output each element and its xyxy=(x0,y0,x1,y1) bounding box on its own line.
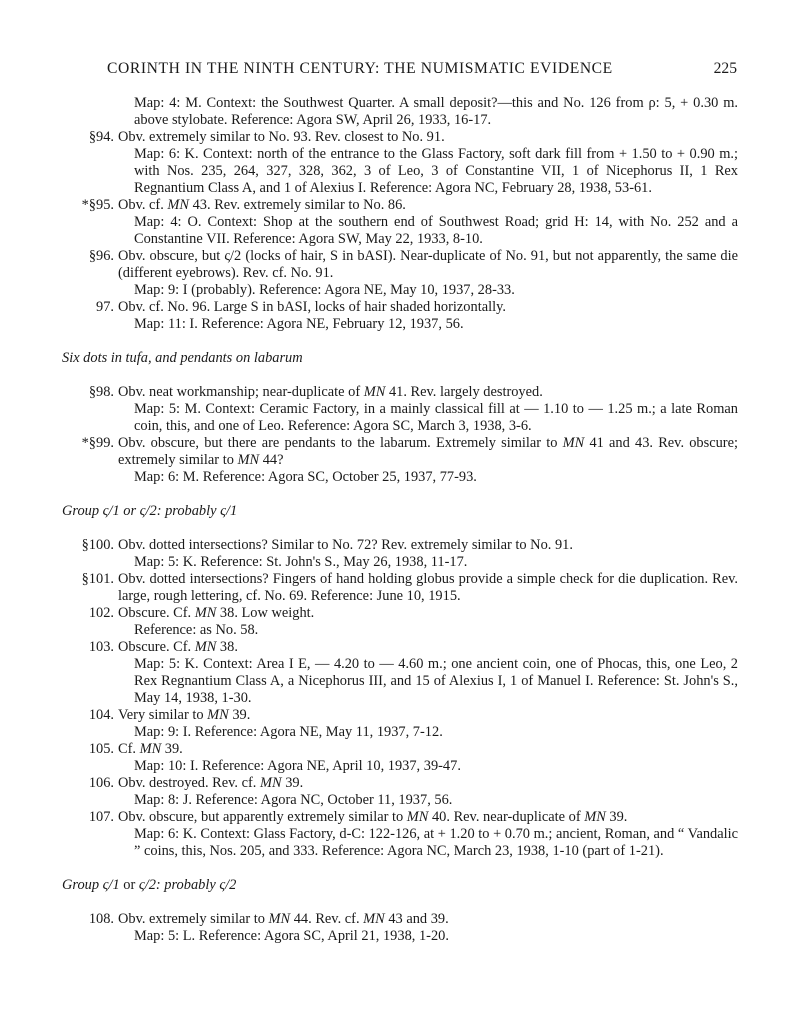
section-heading-group-probably-1: Group ς/1 or ς/2: probably ς/1 xyxy=(62,503,238,519)
entry-number: 105. xyxy=(88,741,114,757)
entry-map-context: Map: 5: L. Reference: Agora SC, April 21, 1938, 1-20. xyxy=(134,928,449,944)
catalogue-entry-108 xyxy=(62,911,738,945)
entry-number: 97. xyxy=(96,299,114,315)
entry-map-context: Map: 5: K. Reference: St. John's S., May 26, 1938, 11-17. xyxy=(134,554,468,570)
entry-description: Obv. obscure, but apparently extremely similar to MN 40. Rev. near-duplicate of MN 39. xyxy=(118,809,628,825)
entry-number: §101. xyxy=(81,571,114,587)
entry-description: Obv. obscure, but ς/2 (locks of hair, S in bASI). Near-duplicate of No. 91, but not apparently, the same die (different eyebrows). Rev. cf. No. 91. xyxy=(118,248,738,281)
page-number: 225 xyxy=(713,60,737,77)
entry-number: §96. xyxy=(88,248,114,264)
entry-number: §100. xyxy=(81,537,114,553)
entry-description: Obscure. Cf. MN 38. Low weight. xyxy=(118,605,315,621)
catalogue-entry-100 xyxy=(62,537,738,571)
page-header xyxy=(75,60,737,82)
entry-description: Obv. cf. No. 96. Large S in bASI, locks of hair shaded horizontally. xyxy=(118,299,506,315)
entry-number: 107. xyxy=(88,809,114,825)
entry-number: §94. xyxy=(88,129,114,145)
entry-description: Cf. MN 39. xyxy=(118,741,183,757)
catalogue-entry-102 xyxy=(62,605,738,639)
catalogue-entry-96 xyxy=(62,248,738,299)
entry-number: 103. xyxy=(88,639,114,655)
entry-description: Obscure. Cf. MN 38. xyxy=(118,639,238,655)
catalogue-entry-98 xyxy=(62,384,738,435)
catalogue-entry-95 xyxy=(62,197,738,248)
entry-description: Obv. obscure, but there are pendants to the labarum. Extremely similar to MN 41 and 43. Rev. obscure; extremely similar to MN 44? xyxy=(118,435,738,468)
entry-map-context: Map: 5: K. Context: Area I E, — 4.20 to — 4.60 m.; one ancient coin, one of Phocas, this, one Leo, 2 Rex Regnantium Class A, a Nicephorus III, and 15 of Alexius I, 1 of Manuel I. Reference: St. John's S., May 14, 1938, 1-30. xyxy=(134,656,738,706)
entry-number: 104. xyxy=(88,707,114,723)
entry-map-context: Map: 9: I (probably). Reference: Agora NE, May 10, 1937, 28-33. xyxy=(134,282,515,298)
entry-map-context: Map: 9: I. Reference: Agora NE, May 11, 1937, 7-12. xyxy=(134,724,443,740)
entry-description: Obv. dotted intersections? Similar to No. 72? Rev. extremely similar to No. 91. xyxy=(118,537,573,553)
entry-description: Obv. extremely similar to No. 93. Rev. closest to No. 91. xyxy=(118,129,445,145)
catalogue-entry-106 xyxy=(62,775,738,809)
entry-description: Very similar to MN 39. xyxy=(118,707,251,723)
entry-reference: Reference: as No. 58. xyxy=(134,622,259,638)
entry-description: Obv. cf. MN 43. Rev. extremely similar to No. 86. xyxy=(118,197,406,213)
entry-number: *§99. xyxy=(81,435,114,451)
entry-map-context: Map: 8: J. Reference: Agora NC, October 11, 1937, 56. xyxy=(134,792,453,808)
entry-map-context: Map: 11: I. Reference: Agora NE, February 12, 1937, 56. xyxy=(134,316,464,332)
catalogue-entry-97 xyxy=(62,299,738,333)
catalogue-entry-104 xyxy=(62,707,738,741)
entry-description: Obv. dotted intersections? Fingers of hand holding globus provide a simple check for die duplication. Rev. large, rough lettering, cf. No. 69. Reference: June 10, 1915. xyxy=(118,571,738,604)
entry-map-context: Map: 6: M. Reference: Agora SC, October 25, 1937, 77-93. xyxy=(134,469,477,485)
catalogue-entry-93-continued xyxy=(62,95,738,129)
catalogue-entry-107 xyxy=(62,809,738,860)
entry-map-context: Map: 6: K. Context: north of the entrance to the Glass Factory, soft dark fill from + 1.50 to + 0.90 m.; with Nos. 235, 264, 327, 328, 362, 3 of Leo, 3 of Constantine VII, 1 of Nicephorus II, 1 Rex Regnantium Class A, and 1 of Alexius I. Reference: Agora NC, February 28, 1938, 53-61. xyxy=(134,146,738,196)
running-title: CORINTH IN THE NINTH CENTURY: THE NUMISMATIC EVIDENCE xyxy=(107,60,613,77)
entry-description: Obv. destroyed. Rev. cf. MN 39. xyxy=(118,775,304,791)
entry-map-context: Map: 4: O. Context: Shop at the southern end of Southwest Road; grid H: 14, with No. 252 and a Constantine VII. Reference: Agora SW, May 22, 1933, 8-10. xyxy=(134,214,738,247)
entry-map-context: Map: 10: I. Reference: Agora NE, April 10, 1937, 39-47. xyxy=(134,758,461,774)
catalogue-entry-99 xyxy=(62,435,738,486)
entry-description: Obv. neat workmanship; near-duplicate of MN 41. Rev. largely destroyed. xyxy=(118,384,543,400)
catalogue-body xyxy=(62,95,738,945)
entry-description: Obv. extremely similar to MN 44. Rev. cf. MN 43 and 39. xyxy=(118,911,449,927)
entry-map-context: Map: 6: K. Context: Glass Factory, d-C: 122-126, at + 1.20 to + 0.70 m.; ancient, Roman, and “ Vandalic ” coins, this, Nos. 205, and 333. Reference: Agora NC, March 23, 1938, 1-10 (part of 1-21). xyxy=(134,826,738,859)
entry-number: 106. xyxy=(88,775,114,791)
catalogue-entry-103 xyxy=(62,639,738,707)
entry-number: *§95. xyxy=(81,197,114,213)
entry-map-context: Map: 4: M. Context: the Southwest Quarter. A small deposit?—this and No. 126 from ρ: 5, + 0.30 m. above stylobate. Reference: Agora SW, April 26, 1933, 16-17. xyxy=(134,95,738,128)
entry-number: 102. xyxy=(88,605,114,621)
entry-map-context: Map: 5: M. Context: Ceramic Factory, in a mainly classical fill at — 1.10 to — 1.25 m.; a late Roman coin, this, and one of Leo. Reference: Agora SC, March 3, 1938, 3-6. xyxy=(134,401,738,434)
entry-number: §98. xyxy=(88,384,114,400)
catalogue-entry-105 xyxy=(62,741,738,775)
entry-number: 108. xyxy=(88,911,114,927)
catalogue-entry-101 xyxy=(62,571,738,605)
catalogue-entry-94 xyxy=(62,129,738,197)
section-heading-six-dots: Six dots in tufa, and pendants on labarum xyxy=(62,350,303,366)
section-heading-group-probably-2: Group ς/1 or ς/2: probably ς/2 xyxy=(62,877,237,893)
